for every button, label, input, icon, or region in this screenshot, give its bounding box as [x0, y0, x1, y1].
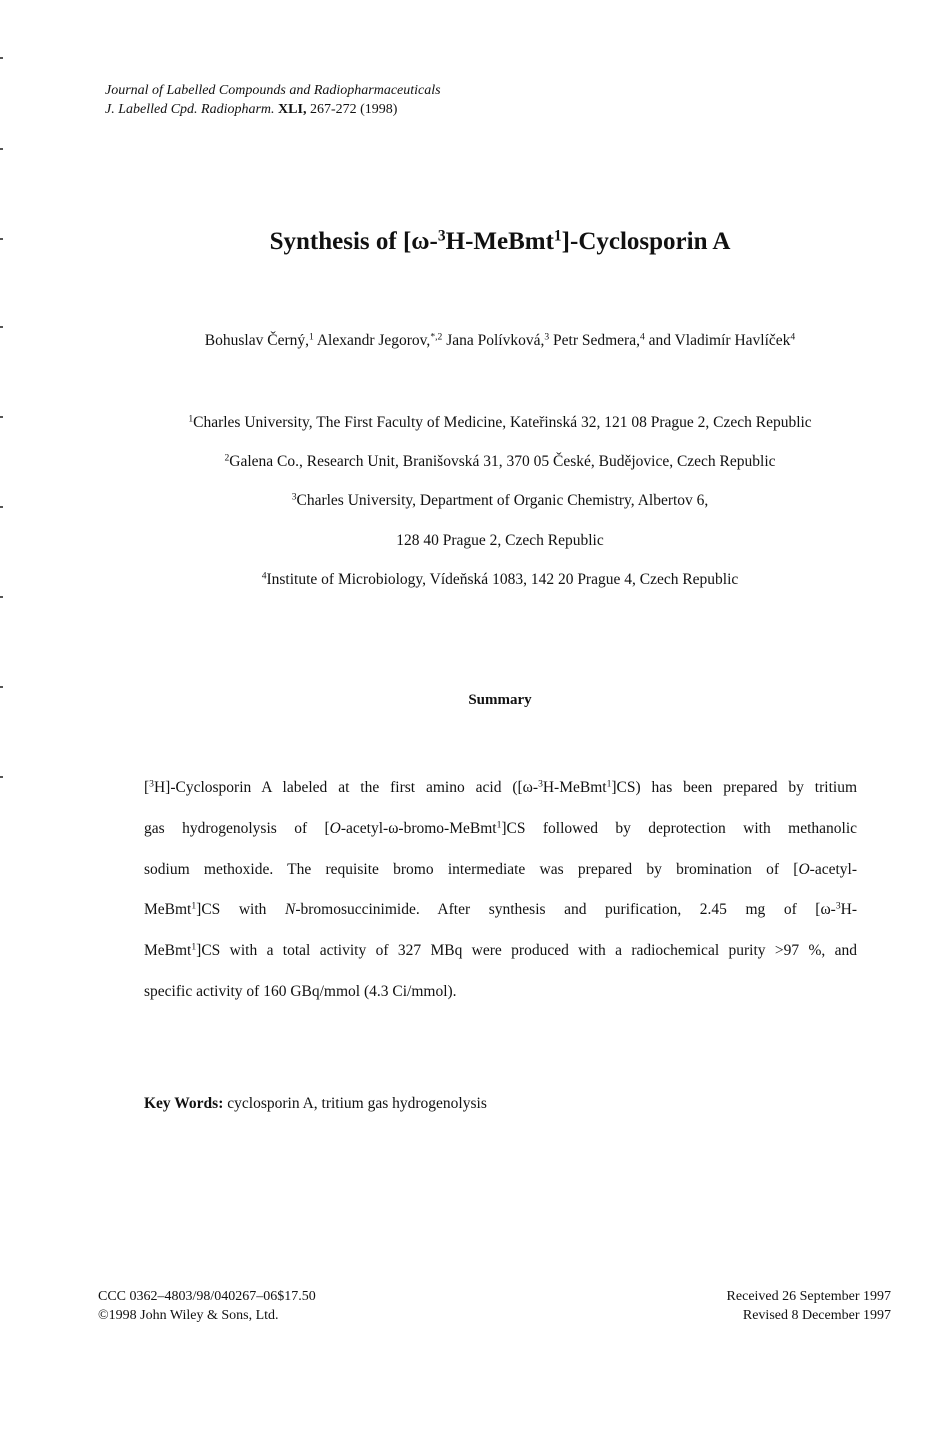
- keywords-label: Key Words:: [144, 1095, 224, 1112]
- affiliation: $^3$Charles University, Department of Organic Chemistry, Albertov 6,: [291, 491, 709, 509]
- footer-left: [98, 1287, 316, 1325]
- summary-heading: Summary: [468, 692, 532, 708]
- journal-header: [105, 81, 441, 119]
- citation-volume: XLI,: [278, 102, 307, 117]
- abstract-line: [$^3$H]-Cyclosporin A labeled at the first amino acid ([ω-$^3$H-MeBmt$^1$]CS) has been prepared by tritium: [144, 778, 857, 796]
- scan-mark: [0, 686, 3, 688]
- abstract: [144, 768, 857, 1013]
- scan-mark: [0, 326, 3, 328]
- revised-date: Revised 8 December 1997: [742, 1308, 891, 1323]
- abstract-line: sodium methoxide. The requisite bromo intermediate was prepared by bromination of [O-acetyl-: [144, 860, 857, 878]
- scan-mark: [0, 596, 3, 598]
- keywords: [144, 1095, 487, 1113]
- affiliation: $^2$Galena Co., Research Unit, Branišovská 31, 370 05 České, Budějovice, Czech Republic: [224, 452, 776, 470]
- author: Petr Sedmera,$^4$: [553, 331, 645, 349]
- abstract-line: MeBmt$^1$]CS with N-bromosuccinimide. After synthesis and purification, 2.45 mg of [ω-$^3$H-: [144, 901, 857, 919]
- affiliation: $^1$Charles University, The First Faculty of Medicine, Kateřinská 32, 121 08 Prague 2, Czech Republic: [188, 413, 812, 431]
- received-date: Received 26 September 1997: [726, 1289, 891, 1304]
- scan-mark: [0, 148, 3, 150]
- author: Jana Polívková,$^3$: [446, 331, 550, 349]
- affiliation: 128 40 Prague 2, Czech Republic: [396, 532, 604, 549]
- author: Bohuslav Černý,$^1$: [204, 331, 314, 349]
- author-list: [0, 332, 940, 350]
- citation-pages: 267-272 (1998): [309, 102, 398, 117]
- abstract-line: MeBmt$^1$]CS with a total activity of 327 MBq were produced with a radiochemical purity >97 %, and: [144, 941, 857, 960]
- abstract-line: specific activity of 160 GBq/mmol (4.3 Ci/mmol).: [144, 982, 457, 1000]
- ccc-code: CCC 0362–4803/98/040267–06$17.50: [98, 1289, 316, 1304]
- journal-name: Journal of Labelled Compounds and Radiopharmaceuticals: [105, 83, 441, 98]
- paper-title: Synthesis of [ω-$^3$H-MeBmt$^1$]-Cyclosporin A: [269, 227, 731, 255]
- copyright: ©1998 John Wiley & Sons, Ltd.: [98, 1308, 279, 1323]
- citation-abbrev: J. Labelled Cpd. Radiopharm.: [105, 102, 275, 117]
- scan-mark: [0, 776, 3, 778]
- author: Alexandr Jegorov,$^{*,2}$: [316, 331, 443, 349]
- journal-citation: [105, 100, 441, 119]
- keywords-text: cyclosporin A, tritium gas hydrogenolysis: [227, 1095, 487, 1112]
- footer-right: [727, 1287, 891, 1325]
- abstract-line: gas hydrogenolysis of [O-acetyl-ω-bromo-MeBmt$^1$]CS followed by deprotection with methanolic: [144, 819, 857, 837]
- affiliation: $^4$Institute of Microbiology, Vídeňská 1083, 142 20 Prague 4, Czech Republic: [261, 570, 739, 588]
- author: and Vladimír Havlíček$^4$: [648, 331, 796, 349]
- scan-mark: [0, 57, 3, 59]
